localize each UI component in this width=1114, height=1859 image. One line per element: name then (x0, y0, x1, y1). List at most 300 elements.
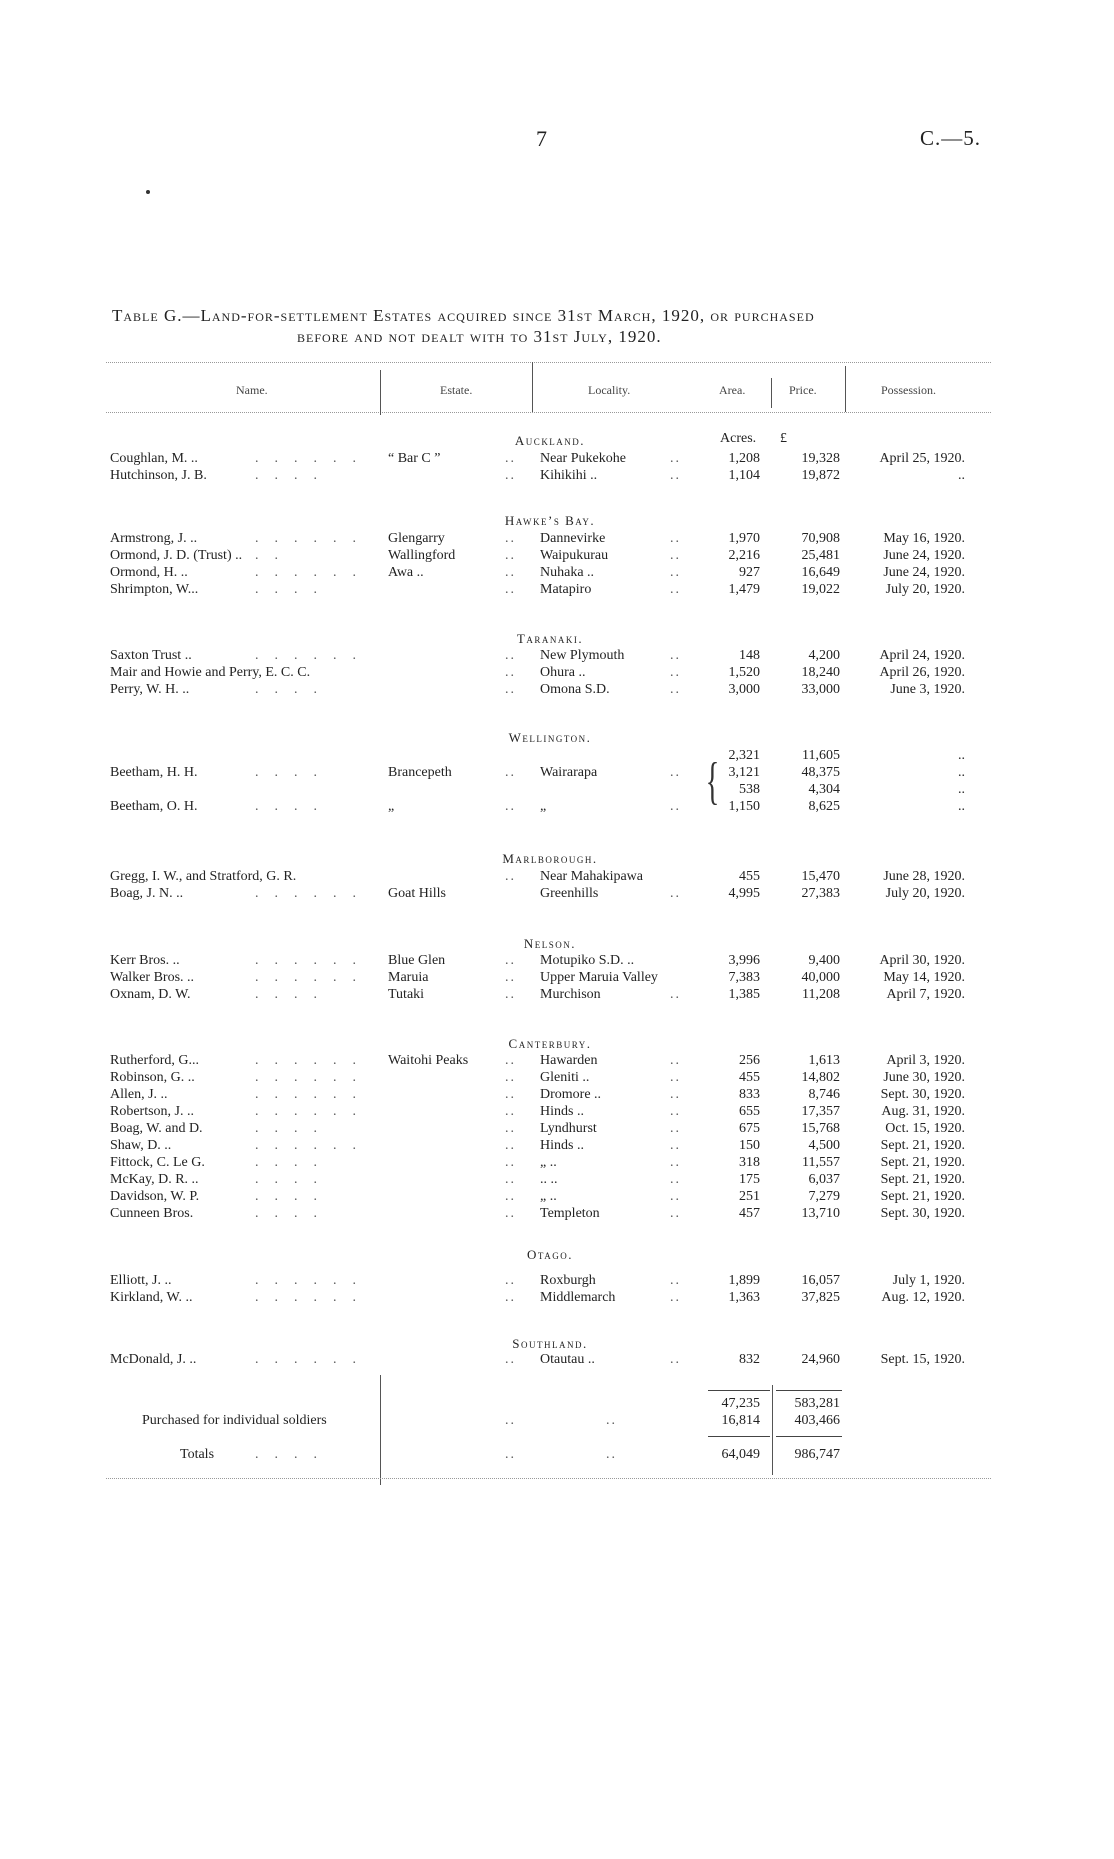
area-total-line (708, 1436, 770, 1437)
table-row (0, 1053, 1114, 1069)
leader-dots: .. (670, 1104, 681, 1119)
row-price: 16,057 (801, 1273, 840, 1288)
row-possession: Aug. 31, 1920. (881, 1104, 965, 1119)
row-locality: Greenhills (540, 886, 599, 901)
row-locality: Middlemarch (540, 1290, 616, 1305)
leader-dots: ...... (255, 970, 372, 985)
row-possession: Aug. 12, 1920. (881, 1290, 965, 1305)
leader-dots: .... (255, 1206, 333, 1221)
row-locality: Waipukurau (540, 548, 609, 563)
row-possession: April 3, 1920. (886, 1053, 965, 1068)
row-price: 13,710 (801, 1206, 840, 1221)
table-row (0, 1206, 1114, 1222)
leader-dots: .. (670, 1273, 681, 1288)
row-estate: “ Bar C ” (388, 451, 441, 466)
row-area: 1,363 (728, 1290, 760, 1305)
row-estate: Awa .. (388, 565, 424, 580)
row-estate: Brancepeth (388, 765, 452, 780)
row-price: 11,605 (802, 748, 840, 763)
row-price: 4,500 (808, 1138, 840, 1153)
row-locality: „ .. (540, 1189, 557, 1204)
row-area: 150 (739, 1138, 760, 1153)
table-row (0, 987, 1114, 1003)
table-row (0, 765, 1114, 781)
soldiers-price: 403,466 (794, 1413, 840, 1428)
leader-dots: .. (505, 1070, 516, 1085)
header-divider (532, 362, 533, 412)
leader-dots: .... (255, 1172, 333, 1187)
leader-dots: .. (505, 1413, 516, 1428)
leader-dots: .... (255, 799, 333, 814)
row-area: 1,385 (728, 987, 760, 1002)
row-name: Allen, J. .. (110, 1087, 168, 1102)
row-possession: Sept. 21, 1920. (880, 1155, 965, 1170)
leader-dots: .. (505, 1138, 516, 1153)
leader-dots: .... (255, 1155, 333, 1170)
row-price: 70,908 (801, 531, 840, 546)
table-row (0, 1155, 1114, 1171)
row-price: 40,000 (801, 970, 840, 985)
totals-row (0, 1447, 1114, 1463)
row-locality: Near Mahakipawa (540, 869, 644, 884)
row-name: Oxnam, D. W. (110, 987, 191, 1002)
leader-dots: .. (505, 970, 516, 985)
row-name: Kerr Bros. .. (110, 953, 180, 968)
leader-dots: .. (670, 548, 681, 563)
row-area: 1,479 (728, 582, 760, 597)
row-name: Shaw, D. .. (110, 1138, 172, 1153)
row-area: 256 (739, 1053, 760, 1068)
row-locality: Matapiro (540, 582, 592, 597)
leader-dots: .. (505, 582, 516, 597)
row-area: 148 (739, 648, 760, 663)
leader-dots: .. (505, 1087, 516, 1102)
leader-dots: .. (606, 1413, 617, 1428)
leader-dots: .... (255, 582, 333, 597)
leader-dots: .. (670, 1121, 681, 1136)
leader-dots: .. (505, 799, 516, 814)
leader-dots: ...... (255, 648, 372, 663)
row-area: 927 (739, 565, 760, 580)
row-price: 19,328 (801, 451, 840, 466)
row-name: Ormond, J. D. (Trust) .. (110, 548, 243, 563)
row-price: 8,746 (808, 1087, 840, 1102)
individual-soldiers-row (0, 1413, 1114, 1429)
row-locality: .. .. (540, 1172, 558, 1187)
row-price: 7,279 (808, 1189, 840, 1204)
header-estate: Estate. (440, 383, 473, 397)
row-price: 25,481 (801, 548, 840, 563)
row-estate: Goat Hills (388, 886, 446, 901)
row-area: 3,000 (728, 682, 760, 697)
table-row (0, 531, 1114, 547)
row-possession: April 25, 1920. (879, 451, 965, 466)
row-locality: Omona S.D. (540, 682, 610, 697)
leader-dots: ...... (255, 1290, 372, 1305)
leader-dots: ...... (255, 565, 372, 580)
row-possession: April 7, 1920. (886, 987, 965, 1002)
table-row (0, 782, 1114, 798)
leader-dots: .. (606, 1447, 617, 1462)
row-area: 833 (739, 1087, 760, 1102)
table-row (0, 1121, 1114, 1137)
leader-dots: .. (670, 1070, 681, 1085)
row-area: 175 (739, 1172, 760, 1187)
table-row (0, 1352, 1114, 1368)
region-heading: Auckland. (514, 433, 586, 448)
table-row (0, 548, 1114, 564)
leader-dots: .. (505, 1155, 516, 1170)
row-locality: Wairarapa (540, 765, 598, 780)
area-subtotal-line (708, 1390, 770, 1391)
row-name: Beetham, H. H. (110, 765, 198, 780)
row-name: Kirkland, W. .. (110, 1290, 193, 1305)
row-locality: Motupiko S.D. .. (540, 953, 635, 968)
leader-dots: .. (505, 548, 516, 563)
row-price: 8,625 (808, 799, 840, 814)
leader-dots: ...... (255, 1138, 372, 1153)
row-area: 457 (739, 1206, 760, 1221)
row-price: 37,825 (801, 1290, 840, 1305)
row-price: 19,872 (801, 468, 840, 483)
row-locality: Murchison (540, 987, 601, 1002)
leader-dots: .. (670, 1087, 681, 1102)
row-possession: July 20, 1920. (885, 582, 965, 597)
header-name: Name. (236, 383, 268, 397)
row-possession: June 24, 1920. (883, 565, 965, 580)
row-area: 832 (739, 1352, 760, 1367)
row-possession: June 24, 1920. (883, 548, 965, 563)
row-locality: Lyndhurst (540, 1121, 597, 1136)
row-possession: July 20, 1920. (885, 886, 965, 901)
leader-dots: .. (670, 1155, 681, 1170)
totals-area: 64,049 (721, 1447, 760, 1462)
row-possession: .. (958, 782, 965, 797)
leader-dots: .. (670, 1352, 681, 1367)
row-area: 1,970 (728, 531, 760, 546)
row-estate: Tutaki (388, 987, 425, 1002)
row-possession: July 1, 1920. (892, 1273, 965, 1288)
leader-dots: .. (670, 565, 681, 580)
row-area: 7,383 (728, 970, 760, 985)
row-name: Shrimpton, W... (110, 582, 199, 597)
row-name: Ormond, H. .. (110, 565, 188, 580)
row-name: Coughlan, M. .. (110, 451, 198, 466)
header-possession: Possession. (881, 383, 937, 397)
row-area: 2,321 (728, 748, 760, 763)
row-locality: Upper Maruia Valley (540, 970, 658, 985)
row-area: 318 (739, 1155, 760, 1170)
table-bottom-rule (106, 1478, 991, 1479)
row-name: McDonald, J. .. (110, 1352, 197, 1367)
row-name: Mair and Howie and Perry, E. C. C. (110, 665, 311, 680)
leader-dots: .. (505, 1290, 516, 1305)
row-name: Robinson, G. .. (110, 1070, 195, 1085)
row-area: 455 (739, 1070, 760, 1085)
leader-dots: ...... (255, 1104, 372, 1119)
row-name: Beetham, O. H. (110, 799, 198, 814)
row-possession: Sept. 21, 1920. (880, 1138, 965, 1153)
row-locality: New Plymouth (540, 648, 625, 663)
leader-dots: .. (670, 886, 681, 901)
row-name: Walker Bros. .. (110, 970, 195, 985)
table-row (0, 1290, 1114, 1306)
row-area: 3,121 (728, 765, 760, 780)
leader-dots: .. (505, 1104, 516, 1119)
leader-dots: .. (505, 1172, 516, 1187)
row-possession: Sept. 30, 1920. (880, 1087, 965, 1102)
table-title-line-2: before and not dealt with to 31st July, 1920. (297, 327, 662, 346)
leader-dots: ...... (255, 886, 372, 901)
leader-dots: .. (505, 468, 516, 483)
region-heading: Marlborough. (502, 851, 598, 866)
row-possession: May 14, 1920. (883, 970, 965, 985)
subtotal-row (0, 1396, 1114, 1412)
leader-dots: .. (670, 1138, 681, 1153)
table-row (0, 682, 1114, 698)
leader-dots: .. (505, 648, 516, 663)
row-name: Robertson, J. .. (110, 1104, 194, 1119)
row-name: Davidson, W. P. (110, 1189, 200, 1204)
area-brace: { (705, 753, 720, 810)
leader-dots: .. (670, 648, 681, 663)
row-price: 18,240 (801, 665, 840, 680)
row-area: 2,216 (728, 548, 760, 563)
leader-dots: .... (255, 765, 333, 780)
row-estate: Waitohi Peaks (388, 1053, 469, 1068)
row-area: 675 (739, 1121, 760, 1136)
document-reference: C.—5. (920, 126, 982, 150)
row-locality: Otautau .. (540, 1352, 595, 1367)
row-price: 24,960 (801, 1352, 840, 1367)
row-price: 15,470 (801, 869, 840, 884)
leader-dots: .... (255, 1121, 333, 1136)
header-divider (380, 370, 381, 415)
row-price: 14,802 (801, 1070, 840, 1085)
leader-dots: .. (505, 1053, 516, 1068)
row-name: Elliott, J. .. (110, 1273, 172, 1288)
region-heading: Wellington. (508, 730, 592, 745)
row-area: 1,104 (728, 468, 760, 483)
table-row (0, 799, 1114, 815)
row-name: Gregg, I. W., and Stratford, G. R. (110, 869, 297, 884)
leader-dots: .. (505, 1352, 516, 1367)
leader-dots: .... (255, 987, 333, 1002)
row-name: Boag, J. N. .. (110, 886, 184, 901)
row-price: 11,557 (802, 1155, 840, 1170)
leader-dots: .... (255, 682, 333, 697)
row-possession: Sept. 15, 1920. (880, 1352, 965, 1367)
row-possession: Sept. 21, 1920. (880, 1189, 965, 1204)
row-area: 538 (739, 782, 760, 797)
row-possession: Oct. 15, 1920. (885, 1121, 965, 1136)
table-title-line-1: Table G.—Land-for-settlement Estates acquired since 31st March, 1920, or purchased (112, 306, 815, 325)
leader-dots: .. (505, 682, 516, 697)
leader-dots: .. (670, 1206, 681, 1221)
leader-dots: ...... (255, 1087, 372, 1102)
row-possession: April 24, 1920. (879, 648, 965, 663)
row-locality: Dannevirke (540, 531, 606, 546)
table-row (0, 1138, 1114, 1154)
header-top-rule (106, 362, 991, 363)
row-possession: Sept. 21, 1920. (880, 1172, 965, 1187)
leader-dots: .. (670, 1172, 681, 1187)
row-name: Fittock, C. Le G. (110, 1155, 205, 1170)
row-locality: Templeton (540, 1206, 600, 1221)
table-row (0, 1070, 1114, 1086)
area-units: Acres. (720, 431, 757, 446)
leader-dots: .... (255, 1189, 333, 1204)
row-price: 15,768 (801, 1121, 840, 1136)
row-possession: .. (958, 468, 965, 483)
table-row (0, 1104, 1114, 1120)
row-price: 6,037 (808, 1172, 840, 1187)
row-locality: „ (540, 799, 547, 814)
table-row (0, 665, 1114, 681)
leader-dots: .. (670, 1053, 681, 1068)
leader-dots: ...... (255, 1053, 372, 1068)
table-row (0, 1189, 1114, 1205)
table-row (0, 970, 1114, 986)
row-name: Hutchinson, J. B. (110, 468, 207, 483)
row-possession: June 28, 1920. (883, 869, 965, 884)
table-row (0, 748, 1114, 764)
row-estate: „ (388, 799, 395, 814)
table-row (0, 468, 1114, 484)
row-price: 11,208 (802, 987, 840, 1002)
row-area: 455 (739, 869, 760, 884)
row-name: Rutherford, G... (110, 1053, 200, 1068)
row-locality: Kihikihi .. (540, 468, 598, 483)
leader-dots: .. (670, 1290, 681, 1305)
header-price: Price. (789, 383, 817, 397)
leader-dots: ...... (255, 451, 372, 466)
header-area: Area. (719, 383, 746, 397)
leader-dots: .... (255, 468, 333, 483)
leader-dots: .. (670, 765, 681, 780)
row-locality: Dromore .. (540, 1087, 602, 1102)
individual-soldiers-label: Purchased for individual soldiers (142, 1413, 327, 1428)
header-locality: Locality. (588, 383, 631, 397)
row-price: 33,000 (801, 682, 840, 697)
leader-dots: .. (505, 765, 516, 780)
row-price: 4,200 (808, 648, 840, 663)
row-estate: Wallingford (388, 548, 456, 563)
row-price: 16,649 (801, 565, 840, 580)
row-possession: June 30, 1920. (883, 1070, 965, 1085)
row-possession: .. (958, 799, 965, 814)
row-possession: April 26, 1920. (879, 665, 965, 680)
header-bottom-rule (106, 412, 991, 413)
leader-dots: ...... (255, 1352, 372, 1367)
leader-dots: .. (505, 1273, 516, 1288)
table-row (0, 869, 1114, 885)
leader-dots: .. (505, 953, 516, 968)
table-row (0, 1172, 1114, 1188)
table-row (0, 1087, 1114, 1103)
row-possession: June 3, 1920. (890, 682, 965, 697)
price-units: £ (780, 431, 787, 446)
row-price: 9,400 (808, 953, 840, 968)
row-locality: Near Pukekohe (540, 451, 626, 466)
row-locality: Hinds .. (540, 1138, 584, 1153)
row-name: Cunneen Bros. (110, 1206, 194, 1221)
leader-dots: .. (505, 1447, 516, 1462)
row-locality: Ohura .. (540, 665, 586, 680)
leader-dots: .. (505, 1206, 516, 1221)
row-possession: May 16, 1920. (883, 531, 965, 546)
row-area: 3,996 (728, 953, 760, 968)
leader-dots: .. (505, 565, 516, 580)
subtotal-price: 583,281 (794, 1396, 840, 1411)
row-name: Boag, W. and D. (110, 1121, 203, 1136)
leader-dots: .. (670, 987, 681, 1002)
row-area: 4,995 (728, 886, 760, 901)
leader-dots: .. (670, 682, 681, 697)
table-row (0, 648, 1114, 664)
region-heading: Taranaki. (516, 631, 584, 646)
totals-label: Totals (180, 1447, 215, 1462)
header-divider (845, 366, 846, 412)
header-divider (771, 378, 772, 408)
table-row (0, 953, 1114, 969)
totals-price: 986,747 (794, 1447, 840, 1462)
leader-dots: .. (505, 665, 516, 680)
row-possession: .. (958, 748, 965, 763)
table-row (0, 565, 1114, 581)
region-heading: Nelson. (523, 936, 577, 951)
row-area: 1,899 (728, 1273, 760, 1288)
row-price: 17,357 (801, 1104, 840, 1119)
leader-dots: .. (505, 451, 516, 466)
leader-dots: .. (670, 451, 681, 466)
table-row (0, 451, 1114, 467)
row-price: 48,375 (801, 765, 840, 780)
region-heading: Otago. (527, 1247, 573, 1262)
row-name: McKay, D. R. .. (110, 1172, 199, 1187)
row-possession: .. (958, 765, 965, 780)
region-heading: Southland. (512, 1336, 588, 1351)
row-locality: Roxburgh (540, 1273, 596, 1288)
row-area: 1,150 (728, 799, 760, 814)
leader-dots: .. (505, 1189, 516, 1204)
page-number: 7 (536, 126, 547, 151)
row-price: 4,304 (808, 782, 840, 797)
subtotal-area: 47,235 (721, 1396, 760, 1411)
leader-dots: ...... (255, 1070, 372, 1085)
row-area: 1,520 (728, 665, 760, 680)
row-price: 19,022 (801, 582, 840, 597)
leader-dots: ...... (255, 531, 372, 546)
leader-dots: .. (670, 531, 681, 546)
leader-dots: ...... (255, 1273, 372, 1288)
row-estate: Maruia (388, 970, 429, 985)
row-locality: Nuhaka .. (540, 565, 595, 580)
table-row (0, 886, 1114, 902)
price-subtotal-line (776, 1390, 842, 1391)
leader-dots: .. (670, 1189, 681, 1204)
row-possession: April 30, 1920. (879, 953, 965, 968)
price-total-line (776, 1436, 842, 1437)
row-area: 251 (739, 1189, 760, 1204)
row-estate: Blue Glen (388, 953, 446, 968)
row-area: 1,208 (728, 451, 760, 466)
row-possession: Sept. 30, 1920. (880, 1206, 965, 1221)
stray-ink-mark (146, 190, 150, 194)
row-locality: „ .. (540, 1155, 557, 1170)
leader-dots: .. (670, 468, 681, 483)
row-area: 655 (739, 1104, 760, 1119)
